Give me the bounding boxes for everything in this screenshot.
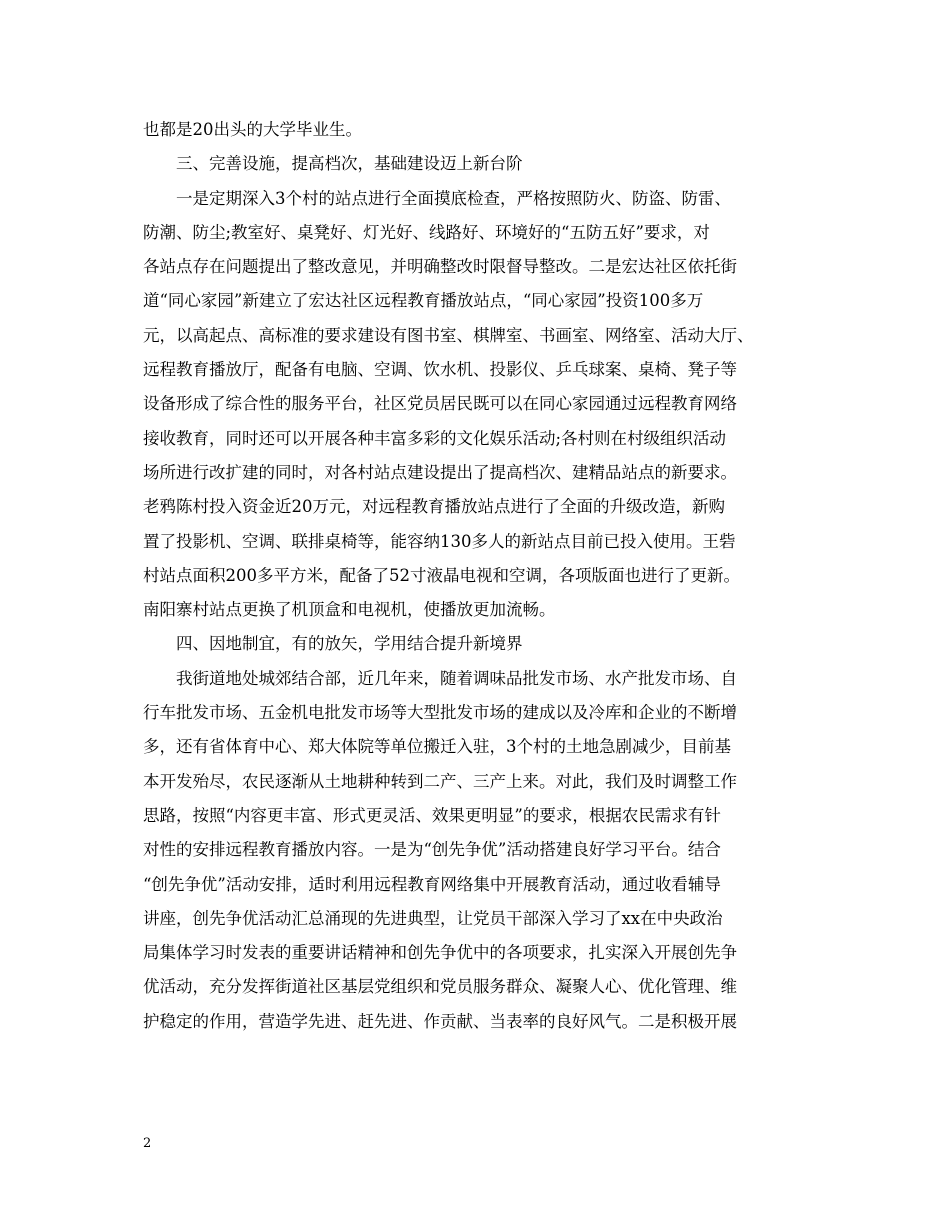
body-text xyxy=(143,113,823,1039)
page-number: 2 xyxy=(143,1136,152,1151)
text-line: 也都是20出头的大学毕业生。 xyxy=(143,120,362,139)
text-line: 行车批发市场、五金机电批发市场等大型批发市场的建成以及冷库和企业的不断增 xyxy=(143,703,737,723)
text-line: 老鸦陈村投入资金近20万元，对远程教育播放站点进行了全面的升级改造，新购 xyxy=(143,497,725,517)
text-line: 接收教育，同时还可以开展各种丰富多彩的文化娱乐活动;各村则在村级组织活动 xyxy=(143,428,727,448)
text-line: 设备形成了综合性的服务平台，社区党员居民既可以在同心家园通过远程教育网络 xyxy=(143,394,737,414)
text-line: 一是定期深入3个村的站点进行全面摸底检查，严格按照防火、防盗、防雷、 xyxy=(176,188,731,208)
text-line: 局集体学习时发表的重要讲话精神和创先争优中的各项要求，扎实深入开展创先争 xyxy=(143,943,737,963)
text-line: 对性的安排远程教育播放内容。一是为“创先争优”活动搭建良好学习平台。结合 xyxy=(143,840,721,860)
text-line: 思路，按照“内容更丰富、形式更灵活、效果更明显”的要求，根据农民需求有针 xyxy=(143,805,721,825)
text-line: 三、完善设施，提高档次，基础建设迈上新台阶 xyxy=(176,154,523,174)
text-line: 元，以高起点、高标准的要求建设有图书室、棋牌室、书画室、网络室、活动大厅、 xyxy=(143,325,754,345)
text-line: 远程教育播放厅，配备有电脑、空调、饮水机、投影仪、乒乓球案、桌椅、凳子等 xyxy=(143,360,737,380)
text-line: 优活动，充分发挥街道社区基层党组织和党员服务群众、凝聚人心、优化管理、维 xyxy=(143,977,737,997)
text-line: 村站点面积200多平方米，配备了52寸液晶电视和空调，各项版面也进行了更新。 xyxy=(143,565,740,585)
text-line: “创先争优”活动安排，适时利用远程教育网络集中开展教育活动，通过收看辅导 xyxy=(143,874,721,894)
text-line: 道“同心家园”新建立了宏达社区远程教育播放站点，“同心家园”投资100多万 xyxy=(143,291,704,311)
text-line: 南阳寨村站点更换了机顶盒和电视机，使播放更加流畅。 xyxy=(143,600,556,620)
text-line: 防潮、防尘;教室好、桌凳好、灯光好、线路好、环境好的“五防五好”要求，对 xyxy=(143,222,710,242)
text-line: 各站点存在问题提出了整改意见，并明确整改时限督导整改。二是宏达社区依托街 xyxy=(143,257,737,277)
text-line: 四、因地制宜，有的放矢，学用结合提升新境界 xyxy=(176,634,523,654)
text-line: 本开发殆尽，农民逐渐从土地耕种转到二产、三产上来。对此，我们及时调整工作 xyxy=(143,771,737,791)
text-line: 场所进行改扩建的同时，对各村站点建设提出了提高档次、建精品站点的新要求。 xyxy=(143,462,737,482)
text-line: 讲座，创先争优活动汇总涌现的先进典型，让党员干部深入学习了xx在中央政治 xyxy=(143,908,723,928)
text-line: 多，还有省体育中心、郑大体院等单位搬迁入驻，3个村的土地急剧减少，目前基 xyxy=(143,737,731,757)
text-line: 护稳定的作用，营造学先进、赶先进、作贡献、当表率的良好风气。二是积极开展 xyxy=(143,1011,737,1031)
text-line: 置了投影机、空调、联排桌椅等，能容纳130多人的新站点目前已投入使用。王砦 xyxy=(143,531,736,551)
text-line: 我街道地处城郊结合部，近几年来，随着调味品批发市场、水产批发市场、自 xyxy=(176,668,737,688)
